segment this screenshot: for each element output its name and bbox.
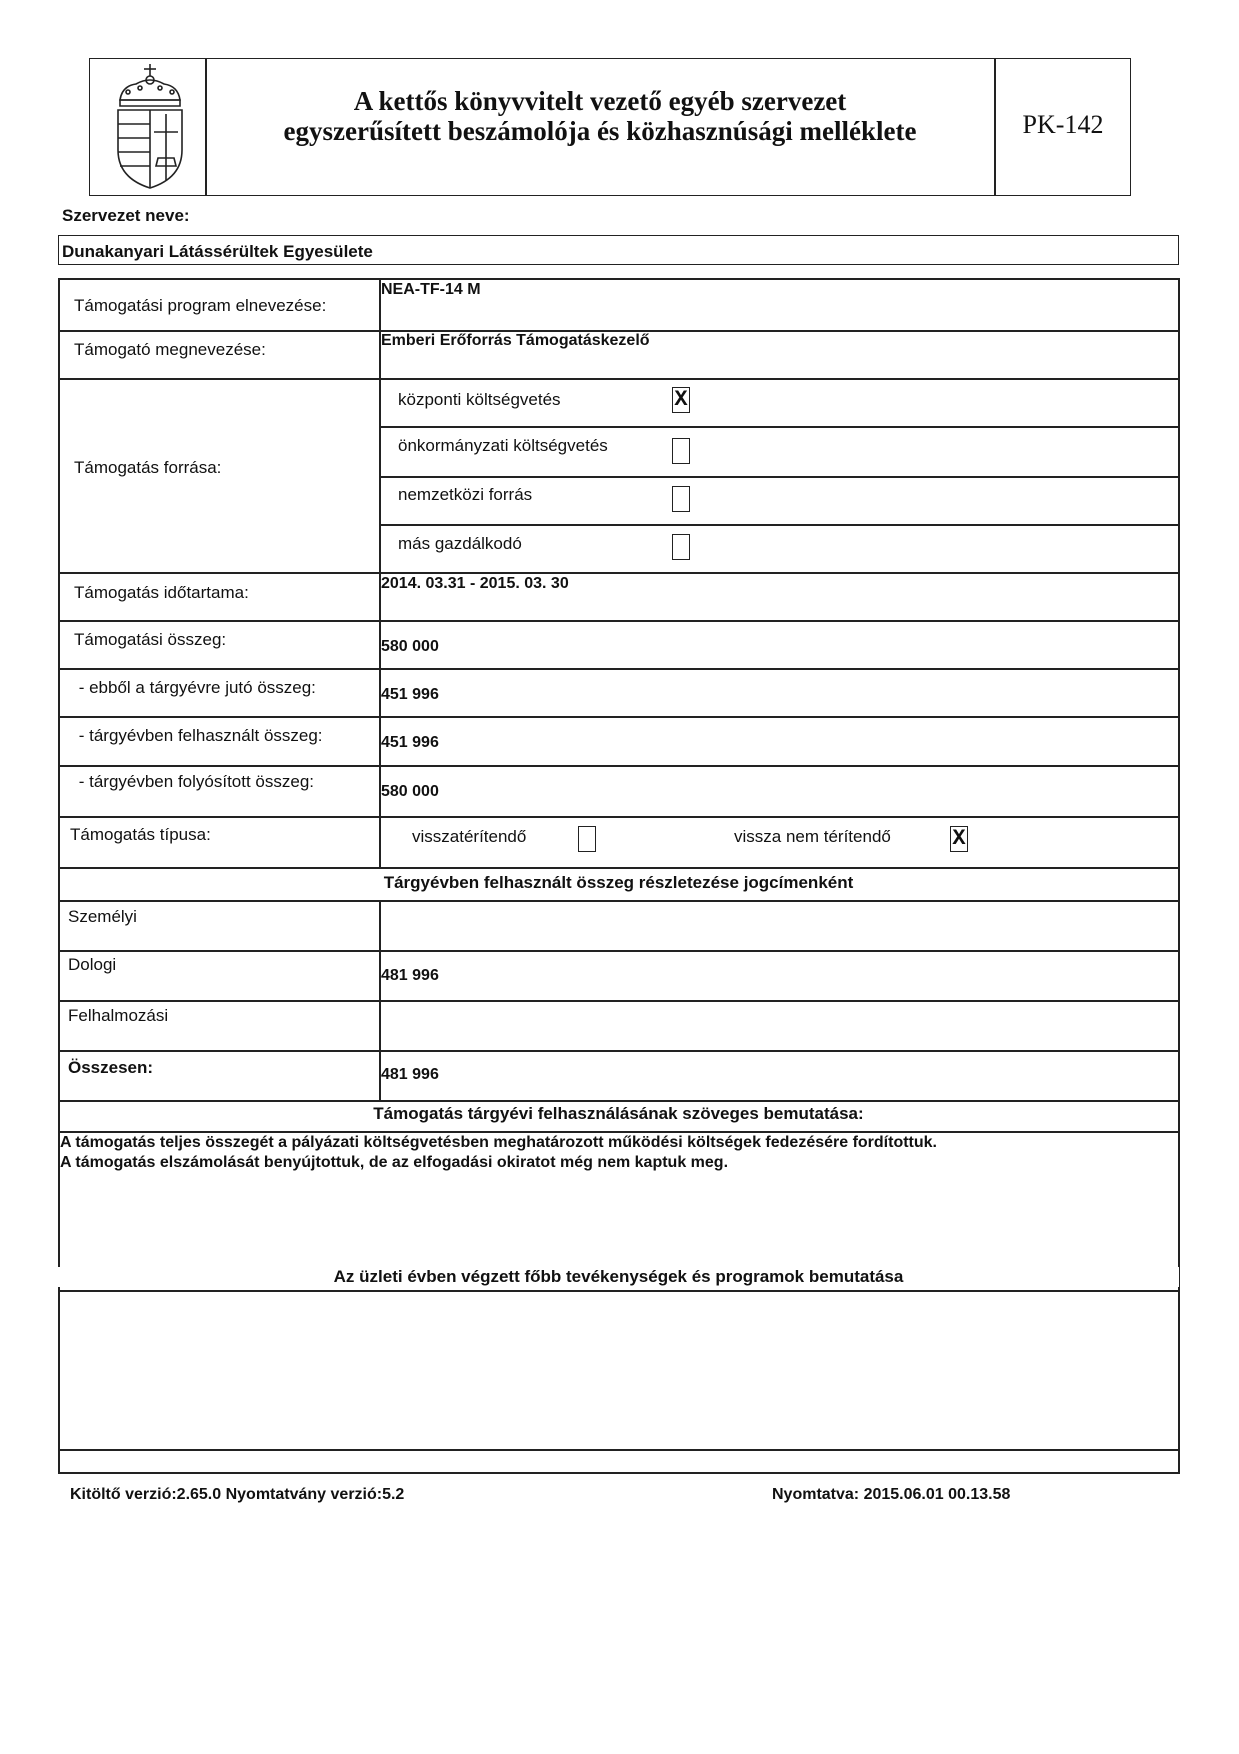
row-divider — [58, 950, 1179, 952]
coat-of-arms-icon — [112, 62, 188, 190]
program-label: Támogatási program elnevezése: — [74, 296, 327, 315]
row-divider — [58, 816, 1179, 818]
source-other-business-checkbox[interactable] — [672, 534, 690, 560]
year-share-label: - ebből a tárgyévre jutó összeg: — [74, 678, 316, 697]
org-name-label: Szervezet neve: — [62, 206, 190, 225]
breakdown-total-value: 481 996 — [381, 1066, 439, 1083]
program-value: NEA-TF-14 M — [381, 281, 481, 298]
activities-heading: Az üzleti évben végzett főbb tevékenységek és programok bemutatása — [58, 1267, 1179, 1287]
form-code: PK-142 — [1022, 110, 1104, 139]
row-divider — [58, 378, 1179, 380]
source-municipal-checkbox[interactable] — [672, 438, 690, 464]
row-divider — [58, 1290, 1179, 1292]
used-value: 451 996 — [381, 734, 439, 751]
usage-text-line2: A támogatás elszámolását benyújtottuk, de az elfogadási okiratot még nem kaptuk meg. — [60, 1154, 729, 1171]
usage-heading: Támogatás tárgyévi felhasználásának szöveges bemutatása: — [373, 1104, 864, 1123]
breakdown-heading: Tárgyévben felhasznált összeg részletezése jogcímenként — [383, 873, 854, 892]
footer-version: Kitöltő verzió:2.65.0 Nyomtatvány verzió:5.2 — [70, 1486, 405, 1503]
supporter-value: Emberi Erőforrás Támogatáskezelő — [381, 332, 650, 349]
breakdown-total-label: Összesen: — [68, 1058, 154, 1077]
type-refundable-checkbox[interactable] — [578, 826, 596, 852]
row-divider — [58, 900, 1179, 902]
source-option-label: központi költségvetés — [398, 390, 561, 409]
supporter-label: Támogató megnevezése: — [74, 340, 266, 359]
paid-label: - tárgyévben folyósított összeg: — [74, 772, 315, 791]
form-title-line1: A kettős könyvvitelt vezető egyéb szervezet — [353, 86, 847, 116]
type-label: Támogatás típusa: — [70, 825, 211, 844]
used-label: - tárgyévben felhasznált összeg: — [74, 726, 323, 745]
row-divider — [380, 476, 1178, 478]
source-option-label: önkormányzati költségvetés — [398, 436, 608, 455]
amount-value: 580 000 — [381, 638, 439, 655]
breakdown-personal-label: Személyi — [68, 907, 137, 926]
row-divider — [58, 1100, 1179, 1102]
row-divider — [380, 524, 1178, 526]
row-divider — [380, 426, 1178, 428]
breakdown-material-value: 481 996 — [381, 967, 439, 984]
row-divider — [58, 1449, 1179, 1451]
row-divider — [58, 572, 1179, 574]
usage-text-line1: A támogatás teljes összegét a pályázati költségvetésben meghatározott működési költségek fedezésére fordítottuk. — [60, 1134, 937, 1151]
duration-label: Támogatás időtartama: — [74, 583, 249, 602]
year-share-value: 451 996 — [381, 686, 439, 703]
usage-text — [60, 1133, 1176, 1173]
row-divider — [58, 1000, 1179, 1002]
footer-printed: Nyomtatva: 2015.06.01 00.13.58 — [772, 1486, 1011, 1503]
source-option-label: más gazdálkodó — [398, 534, 522, 553]
row-divider — [58, 668, 1179, 670]
row-divider — [58, 278, 1179, 280]
org-name-value: Dunakanyari Látássérültek Egyesülete — [62, 242, 373, 261]
source-central-checkbox[interactable]: X — [672, 387, 690, 413]
row-divider — [58, 620, 1179, 622]
source-label: Támogatás forrása: — [74, 458, 222, 477]
duration-value: 2014. 03.31 - 2015. 03. 30 — [381, 575, 569, 592]
row-divider — [58, 1050, 1179, 1052]
row-divider — [58, 716, 1179, 718]
type-refundable-label: visszatérítendő — [412, 827, 527, 846]
breakdown-material-label: Dologi — [68, 955, 117, 974]
form-title — [207, 86, 993, 146]
paid-value: 580 000 — [381, 783, 439, 800]
form-title-line2: egyszerűsített beszámolója és közhasznúsági melléklete — [283, 116, 917, 146]
breakdown-accumulation-label: Felhalmozási — [68, 1006, 169, 1025]
row-divider — [58, 1472, 1179, 1474]
source-international-checkbox[interactable] — [672, 486, 690, 512]
type-nonrefundable-label: vissza nem térítendő — [734, 827, 891, 846]
row-divider — [58, 867, 1179, 869]
row-divider — [58, 765, 1179, 767]
source-option-label: nemzetközi forrás — [398, 485, 533, 504]
amount-label: Támogatási összeg: — [74, 630, 227, 649]
type-nonrefundable-checkbox[interactable]: X — [950, 826, 968, 852]
